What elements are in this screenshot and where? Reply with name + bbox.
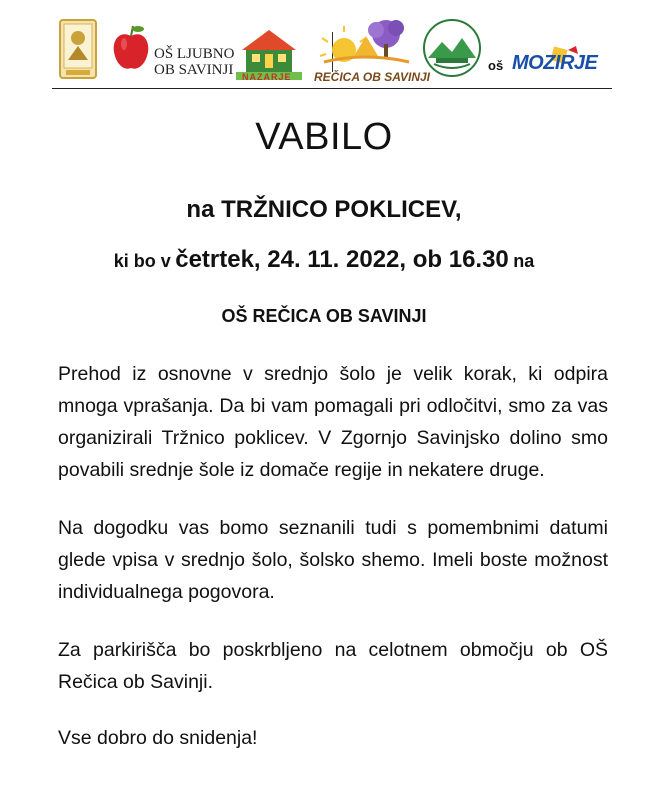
logo-header <box>52 14 612 89</box>
os-ljubno-logo <box>112 24 150 72</box>
crest-icon <box>58 18 98 80</box>
nazarje-label: NAZARJE <box>242 72 292 82</box>
mozirje-prefix: oš <box>488 58 504 73</box>
recica-label: REČICA OB SAVINJI <box>314 70 431 84</box>
paragraph-intro: Prehod iz osnovne v srednjo šolo je velik korak, ki odpira mnoga vprašanja. Da bi vam pomagali pri odločitvi, smo za vas organizirali Tržnico poklicev. V Zgornjo Savinjsko dolino smo povabili srednje šole iz domače regije in nekatere druge. <box>58 363 608 481</box>
paragraph-details: Na dogodku vas bomo seznanili tudi s pomembnimi datumi glede vpisa v srednjo šolo, šolsko shemo. Imeli boste možnost individualnega pogovora. <box>58 517 608 603</box>
event-date-line <box>0 246 648 274</box>
apple-icon <box>112 24 150 72</box>
os-ljubno-line2: OB SAVINJI <box>154 62 234 78</box>
recica-school-logo <box>314 16 414 72</box>
mozirje-label: MOZIRJE <box>512 52 598 74</box>
mountain-circle-icon <box>422 18 482 78</box>
event-venue: OŠ REČICA OB SAVINJI <box>221 306 427 326</box>
paragraph-closing: Vse dobro do snidenja! <box>58 727 258 749</box>
paragraph-parking: Za parkirišča bo poskrbljeno na celotnem območju ob OŠ Rečica ob Savinji. <box>58 639 608 693</box>
event-name: na TRŽNICO POKLICEV, <box>186 196 462 223</box>
event-date: četrtek, 24. 11. 2022, ob 16.30 <box>175 246 509 273</box>
os-ljubno-line1: OŠ LJUBNO <box>154 46 235 62</box>
document-title: VABILO <box>255 116 393 158</box>
os-ljubno-label <box>154 46 234 78</box>
event-date-prefix: ki bo v <box>113 251 171 271</box>
sun-tree-icon <box>314 16 414 72</box>
circle-school-logo <box>422 18 482 78</box>
event-date-suffix: na <box>513 251 535 271</box>
school-crest-logo <box>58 18 98 80</box>
